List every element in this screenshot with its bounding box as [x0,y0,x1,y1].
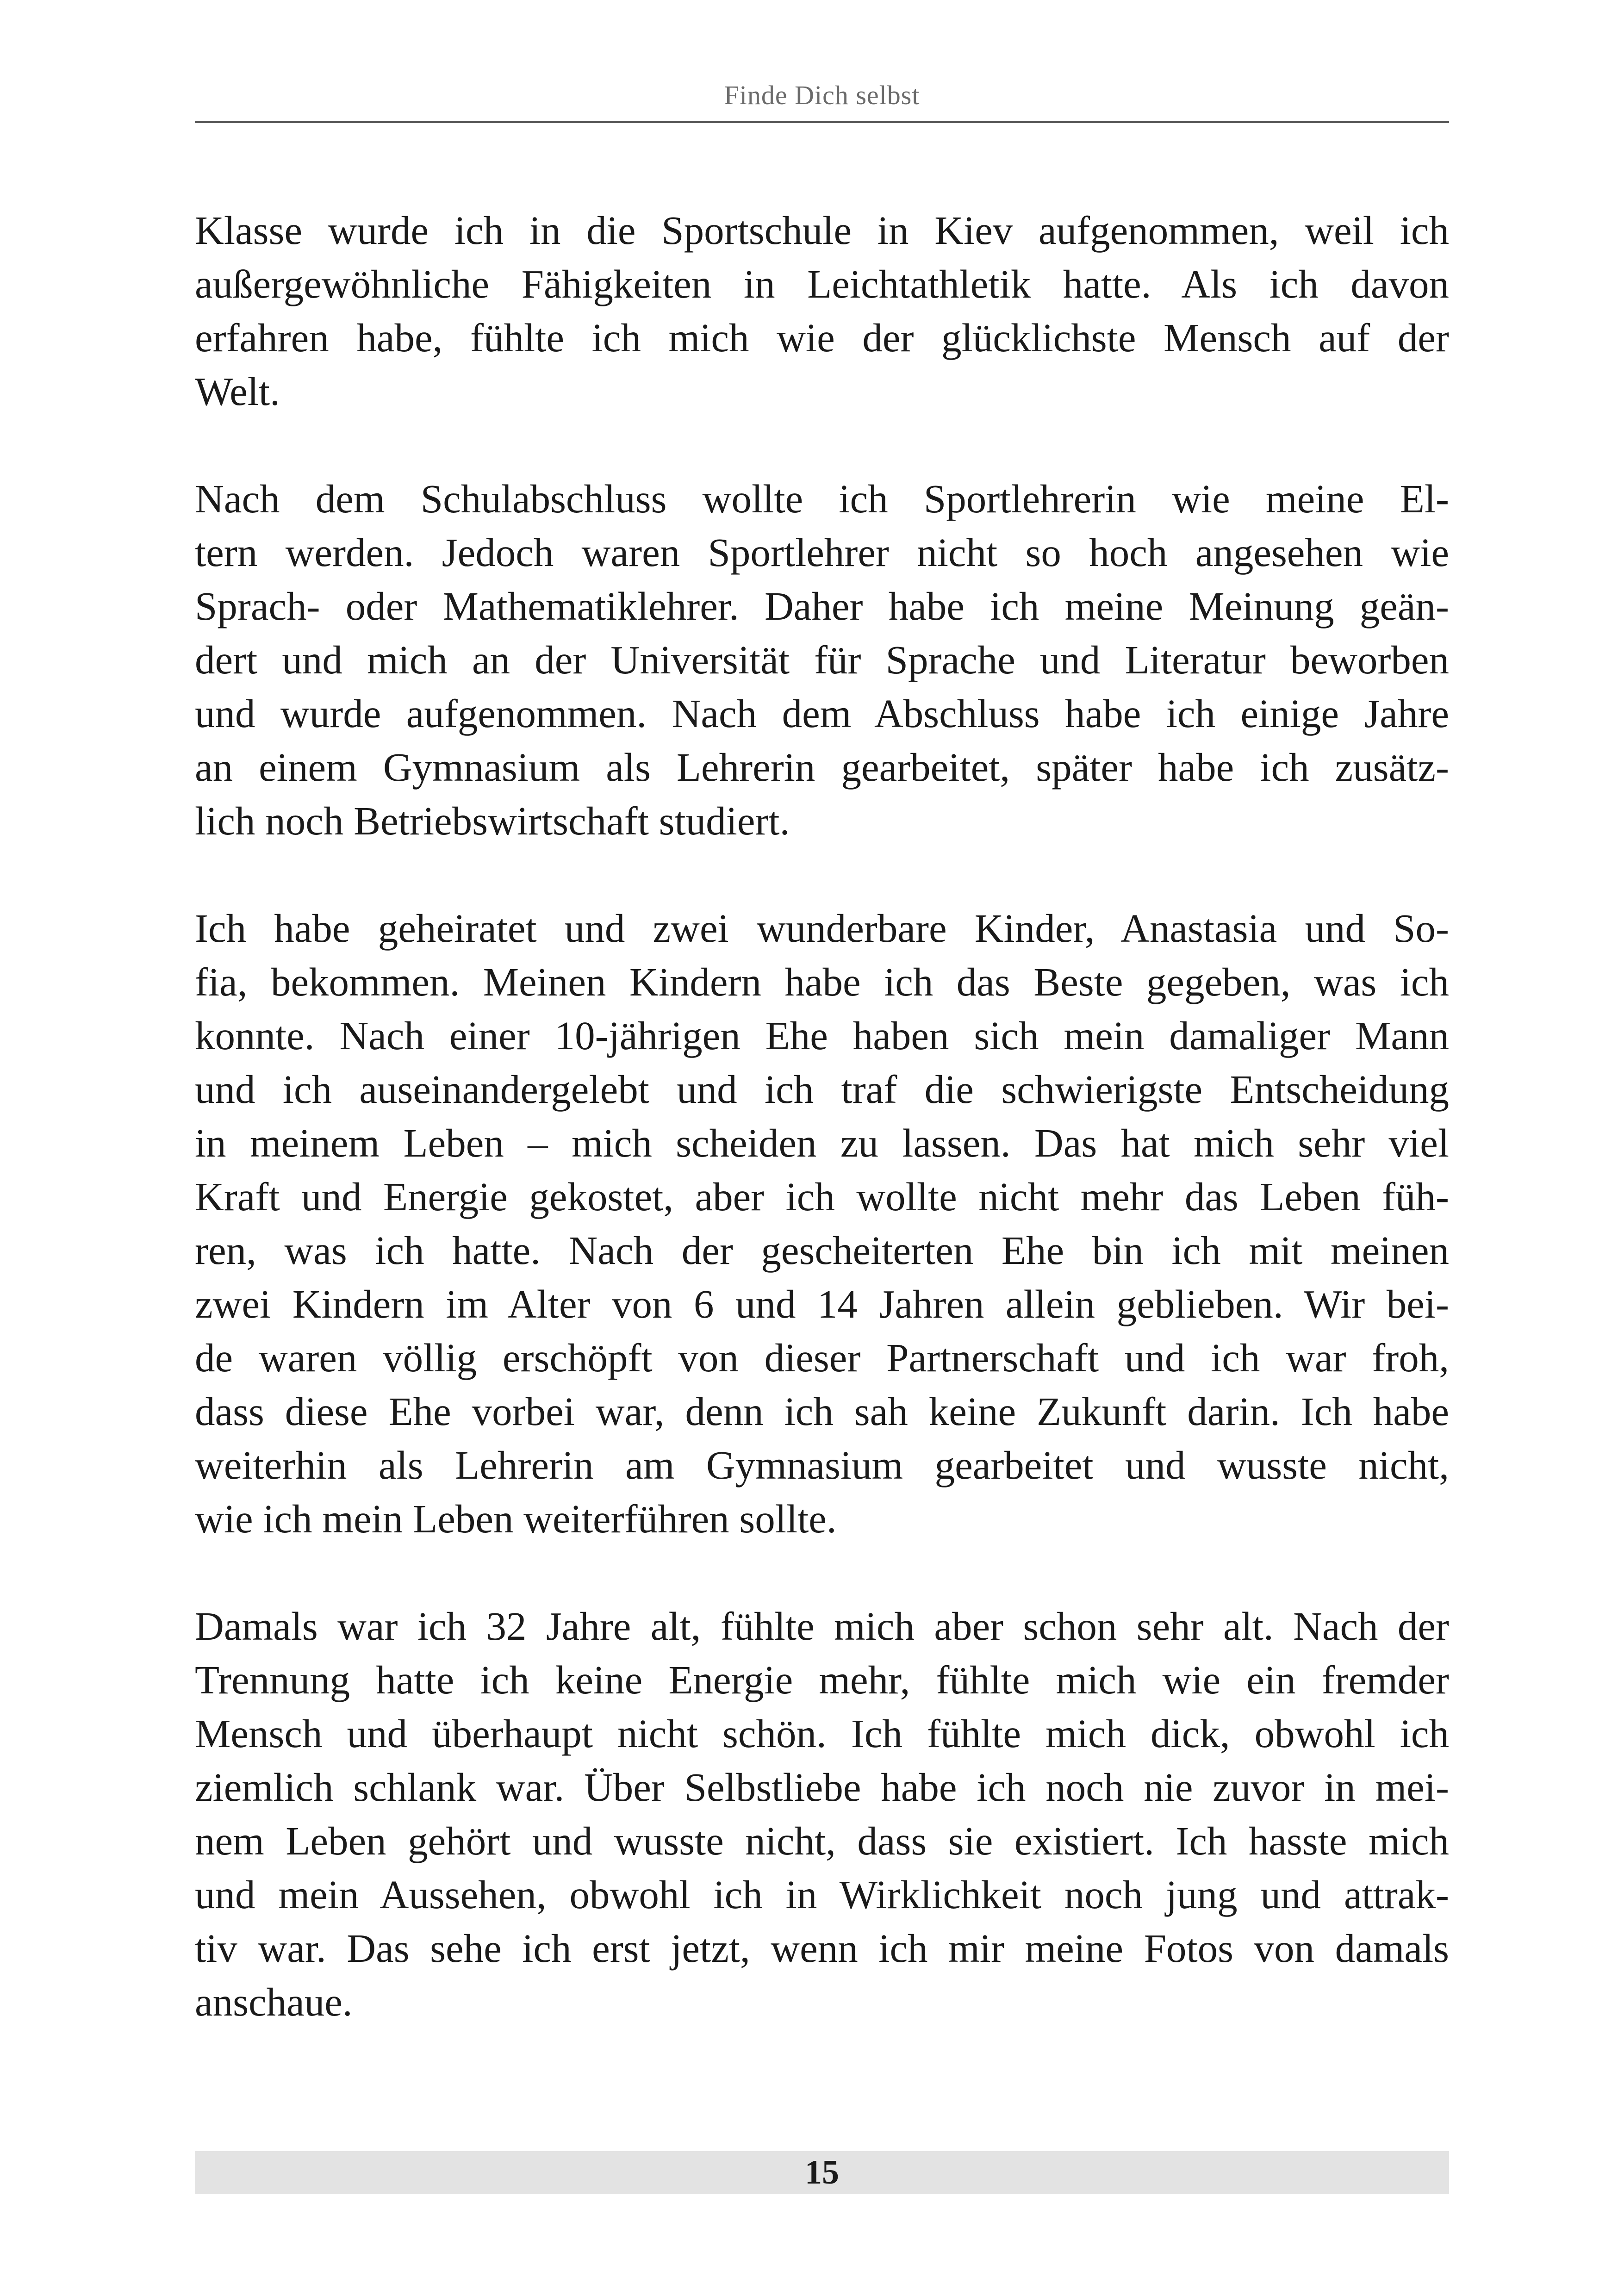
text-line: Klasse wurde ich in die Sportschule in Kiev aufgenommen, weil ich [195,208,1449,253]
paragraph [195,1599,1449,2029]
text-line: ren, was ich hatte. Nach der gescheiterten Ehe bin ich mit meinen [195,1228,1449,1273]
text-line: ziemlich schlank war. Über Selbstliebe habe ich noch nie zuvor in mei- [195,1765,1449,1810]
text-line: außergewöhnliche Fähigkeiten in Leichtathletik hatte. Als ich davon [195,261,1449,306]
text-line: Trennung hatte ich keine Energie mehr, fühlte mich wie ein fremder [195,1657,1449,1702]
text-line: dert und mich an der Universität für Sprache und Literatur beworben [195,637,1449,682]
text-line: weiterhin als Lehrerin am Gymnasium gearbeitet und wusste nicht, [195,1443,1449,1487]
running-header: Finde Dich selbst [724,80,920,110]
text-line: Mensch und überhaupt nicht schön. Ich fühlte mich dick, obwohl ich [195,1711,1449,1756]
text-line: nem Leben gehört und wusste nicht, dass sie existiert. Ich hasste mich [195,1818,1449,1863]
text-line: Ich habe geheiratet und zwei wunderbare Kinder, Anastasia und So- [195,906,1449,951]
text-line: tern werden. Jedoch waren Sportlehrer nicht so hoch angesehen wie [195,530,1449,575]
text-line: in meinem Leben – mich scheiden zu lassen. Das hat mich sehr viel [195,1120,1449,1165]
text-line: Welt. [195,369,280,414]
text-line: dass diese Ehe vorbei war, denn ich sah keine Zukunft darin. Ich habe [195,1389,1449,1434]
header-rule [195,121,1449,123]
paragraph [195,902,1449,1546]
text-line: Nach dem Schulabschluss wollte ich Sportlehrerin wie meine El- [195,476,1449,521]
text-line: und mein Aussehen, obwohl ich in Wirklichkeit noch jung und attrak- [195,1872,1449,1917]
text-line: de waren völlig erschöpft von dieser Partnerschaft und ich war froh, [195,1335,1449,1380]
text-line: Sprach- oder Mathematiklehrer. Daher habe ich meine Meinung geän- [195,584,1449,628]
text-line: anschaue. [195,1979,353,2024]
text-line: an einem Gymnasium als Lehrerin gearbeitet, später habe ich zusätz- [195,745,1449,790]
text-line: und wurde aufgenommen. Nach dem Abschluss habe ich einige Jahre [195,691,1449,736]
body-text [195,204,1449,2083]
text-line: Damals war ich 32 Jahre alt, fühlte mich aber schon sehr alt. Nach der [195,1604,1449,1649]
text-line: lich noch Betriebswirtschaft studiert. [195,798,790,843]
text-line: und ich auseinandergelebt und ich traf die schwierigste Entscheidung [195,1067,1449,1112]
text-line: tiv war. Das sehe ich erst jetzt, wenn ich mir meine Fotos von damals [195,1926,1449,1971]
text-line: Kraft und Energie gekostet, aber ich wollte nicht mehr das Leben füh- [195,1174,1449,1219]
text-line: konnte. Nach einer 10-jährigen Ehe haben sich mein damaliger Mann [195,1013,1449,1058]
text-line: zwei Kindern im Alter von 6 und 14 Jahren allein geblieben. Wir bei- [195,1282,1449,1326]
paragraph [195,472,1449,848]
text-line: erfahren habe, fühlte ich mich wie der glücklichste Mensch auf der [195,315,1449,360]
text-line: fia, bekommen. Meinen Kindern habe ich das Beste gegeben, was ich [195,959,1449,1004]
page-number: 15 [805,2153,839,2191]
paragraph [195,204,1449,418]
text-line: wie ich mein Leben weiterführen sollte. [195,1496,837,1541]
